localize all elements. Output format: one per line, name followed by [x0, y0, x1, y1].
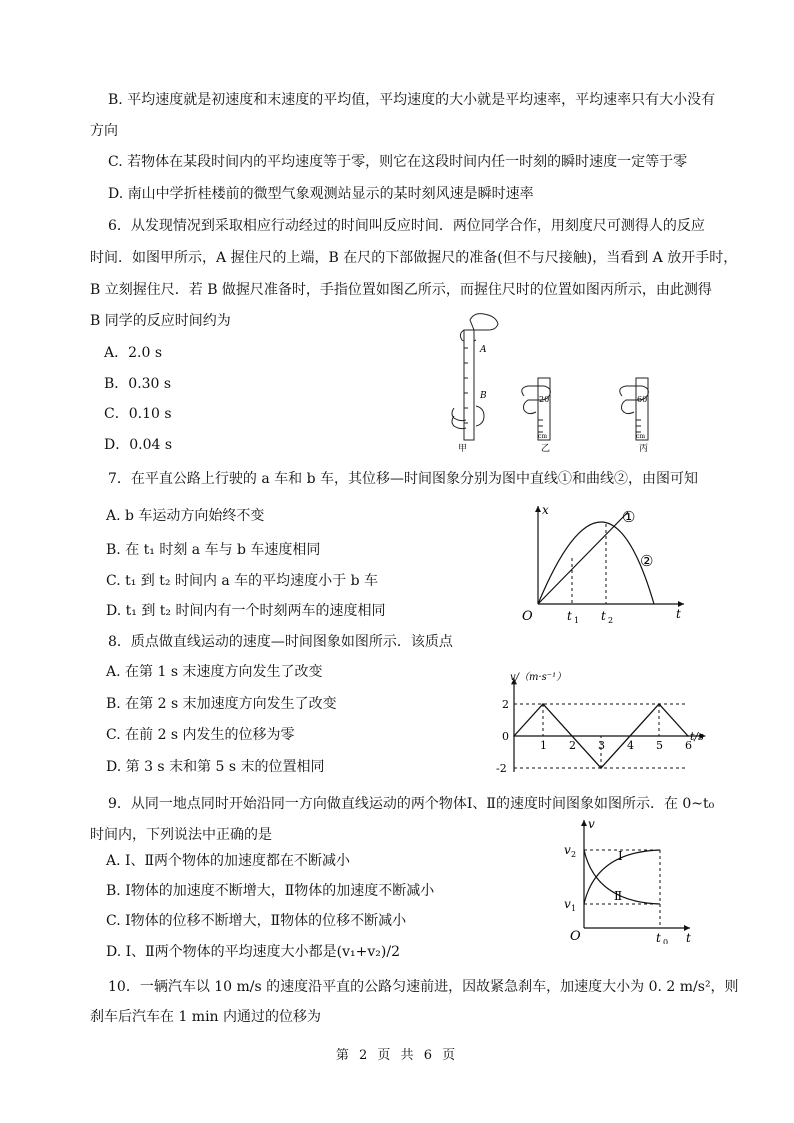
chart-xtick-label: 6: [685, 739, 692, 752]
chart-ytick-label: 0: [502, 730, 509, 743]
ruler-figure: [440, 308, 680, 458]
mark-60: 60: [637, 395, 648, 404]
curve-ii-label: Ⅱ: [614, 889, 623, 903]
q10-stem-line2: 刹车后汽车在 1 min 内通过的位移为: [90, 1009, 322, 1025]
caption-jia: 甲: [458, 444, 468, 454]
chart-ytick-label: -2: [496, 762, 507, 772]
q8-option-d: D. 第 3 s 末和第 5 s 末的位置相同: [106, 759, 325, 775]
chart-point: [513, 735, 515, 737]
t1-sub: 1: [574, 616, 580, 625]
caption-bing: 丙: [639, 444, 649, 454]
q9-option-d: D. Ⅰ、Ⅱ两个物体的平均速度大小都是(v₁+v₂)/2: [106, 944, 400, 960]
t0-sub: 0: [663, 938, 669, 944]
chart-point: [600, 767, 602, 769]
label-b: B: [480, 391, 487, 401]
q5-option-b-line2: 方向: [90, 123, 118, 139]
mark-20: 20: [539, 395, 550, 404]
q8-vt-chart: [480, 660, 710, 772]
q8-option-b: B. 在第 2 s 末加速度方向发生了改变: [106, 696, 337, 712]
q5-option-c: C. 若物体在某段时间内的平均速度等于零，则它在这段时间内任一时刻的瞬时速度一定等于零: [108, 154, 688, 170]
q6-stem-line2: 时间．如图甲所示，A 握住尺的上端，B 在尺的下部做握尺的准备(但不与尺接触)，当看到 A 放开手时，: [90, 250, 738, 266]
t-axis-label: t: [686, 931, 691, 944]
chart-xlabel: t/s: [690, 730, 704, 743]
q7-stem: 7．在平直公路上行驶的 a 车和 b 车，其位移—时间图象分别为图中直线①和曲线②，由图可知: [108, 471, 699, 487]
q7-option-d: D. t₁ 到 t₂ 时间内有一个时刻两车的速度相同: [106, 603, 386, 619]
q6-option-d: D．0.04 s: [104, 437, 173, 453]
v1-sub: 1: [571, 904, 577, 913]
curve-i-label: Ⅰ: [618, 849, 623, 863]
q5-option-b-line1: B. 平均速度就是初速度和末速度的平均值，平均速度的大小就是平均速率，平均速率只有大小没有: [108, 92, 716, 108]
q7-option-a: A. b 车运动方向始终不变: [106, 508, 265, 524]
unit-cm-bing: cm: [636, 433, 646, 440]
q8-option-a: A. 在第 1 s 末速度方向发生了改变: [106, 664, 323, 680]
q9-option-b: B. Ⅰ物体的加速度不断增大，Ⅱ物体的加速度不断减小: [106, 883, 435, 899]
q6-stem-line4: B 同学的反应时间约为: [90, 313, 231, 329]
curve-b: [538, 522, 654, 604]
label-a: A: [480, 345, 487, 355]
chart-xtick-label: 2: [569, 739, 576, 752]
chart-xtick-label: 5: [656, 739, 663, 752]
q6-option-b: B．0.30 s: [104, 376, 172, 392]
chart-ylabel: v/（m·s⁻¹）: [510, 672, 567, 683]
origin-label: O: [522, 609, 533, 624]
q6-option-c: C．0.10 s: [104, 406, 172, 422]
v1-label: v: [564, 897, 571, 911]
unit-cm-yi: cm: [538, 433, 548, 440]
origin-label: O: [570, 929, 581, 944]
q5-option-d: D. 南山中学折桂楼前的微型气象观测站显示的某时刻风速是瞬时速率: [108, 186, 534, 202]
line-a: [538, 512, 628, 604]
chart-point: [542, 703, 544, 705]
chart-xtick-label: 4: [627, 739, 634, 752]
t2-label: t: [601, 609, 606, 623]
q9-option-a: A. Ⅰ、Ⅱ两个物体的加速度都在不断减小: [106, 853, 351, 869]
chart-ytick-label: 2: [502, 698, 509, 711]
q7-option-b: B. 在 t₁ 时刻 a 车与 b 车速度相同: [106, 542, 321, 558]
q6-option-a: A．2.0 s: [104, 345, 163, 361]
q10-stem-line1: 10．一辆汽车以 10 m/s 的速度沿平直的公路匀速前进，因故紧急刹车，加速度大小为 0. 2 m/s²，则: [108, 979, 739, 995]
q9-stem-line2: 时间内，下列说法中正确的是: [90, 827, 272, 843]
curve-2-label: ②: [640, 552, 654, 570]
page-footer: 第 2 页 共 6 页: [335, 1048, 459, 1063]
q6-stem-line1: 6．从发现情况到采取相应行动经过的时间叫反应时间．两位同学合作，用刻度尺可测得人的反应: [108, 218, 705, 234]
chart-xtick-label: 1: [540, 739, 547, 752]
q7-option-c: C. t₁ 到 t₂ 时间内 a 车的平均速度小于 b 车: [106, 573, 379, 589]
t0-label: t: [656, 931, 661, 944]
chart-point: [687, 735, 689, 737]
v2-sub: 2: [571, 850, 577, 859]
q9-vt-graph: [556, 816, 696, 944]
q8-option-c: C. 在前 2 s 内发生的位移为零: [106, 727, 295, 743]
x-axis-label: x: [542, 503, 549, 517]
q9-option-c: C. Ⅰ物体的位移不断增大，Ⅱ物体的位移不断减小: [106, 913, 407, 929]
v-axis-label: v: [588, 817, 595, 831]
figure-bing: [620, 378, 649, 454]
q7-xt-graph: [512, 500, 692, 625]
q8-stem: 8．质点做直线运动的速度—时间图象如图所示．该质点: [108, 634, 453, 650]
q9-stem-line1: 9．从同一地点同时开始沿同一方向做直线运动的两个物体Ⅰ、Ⅱ的速度时间图象如图所示．在 0~t₀: [108, 796, 715, 812]
t2-sub: 2: [608, 616, 614, 625]
figure-yi: [522, 378, 551, 454]
q6-stem-line3: B 立刻握住尺．若 B 做握尺准备时，手指位置如图乙所示，而握住尺时的位置如图丙所示，由此测得: [90, 282, 712, 298]
chart-point: [658, 703, 660, 705]
chart-xtick-label: 3: [598, 739, 605, 752]
t-axis-label: t: [676, 607, 681, 621]
t1-label: t: [567, 609, 572, 623]
curve-1-label: ①: [622, 508, 636, 526]
v2-label: v: [564, 843, 571, 857]
caption-yi: 乙: [541, 444, 551, 454]
figure-jia: [452, 314, 498, 454]
